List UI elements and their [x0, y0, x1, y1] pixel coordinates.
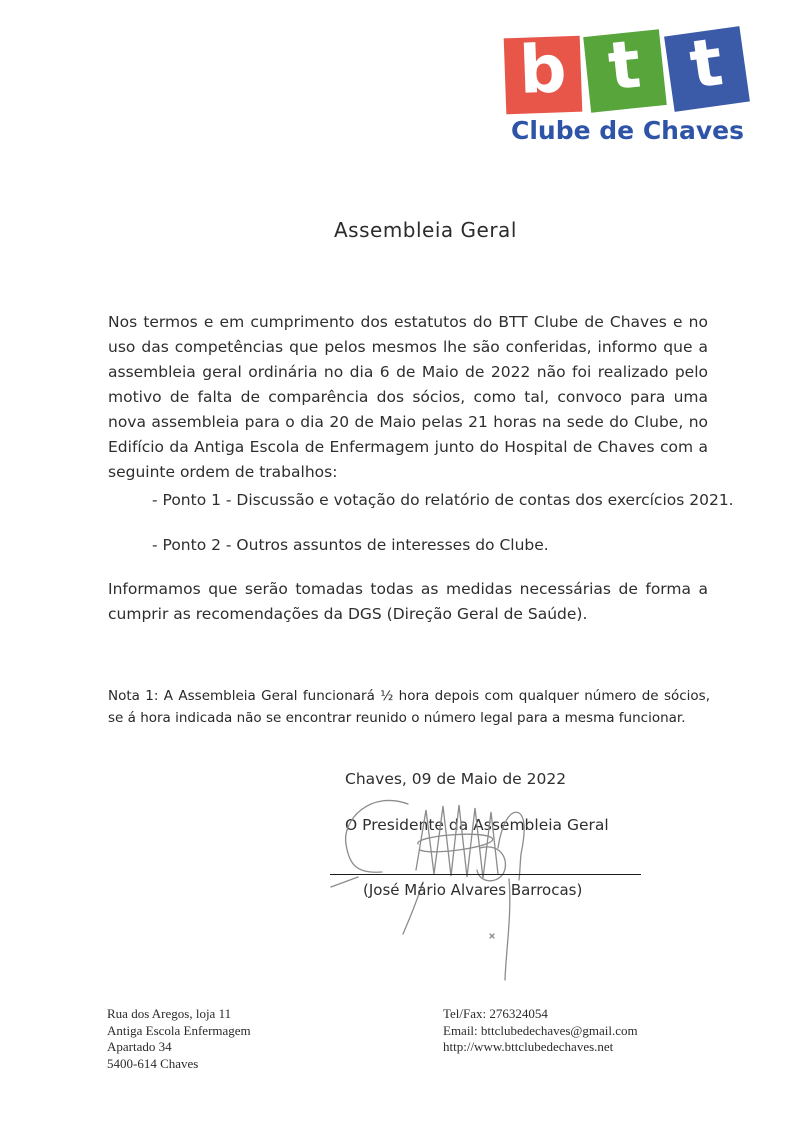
contact-line-website: http://www.bttclubedechaves.net: [443, 1039, 614, 1054]
body-paragraph-2: Informamos que serão tomadas todas as medidas necessárias de forma a cumprir as recomendações da DGS (Direção Geral de Saúde).: [108, 580, 708, 623]
contact-line-email: Email: bttclubedechaves@gmail.com: [443, 1022, 638, 1038]
body-paragraph-1: Nos termos e em cumprimento dos estatutos do BTT Clube de Chaves e no uso das competências que pelos mesmos lhe são conferidas, informo que a assembleia geral ordinária no dia 6 de Maio de 2022 não foi realizado pelo motivo de falta de comparência dos sócios, como tal, convoco para uma nova assembleia para o dia 20 de Maio pelas 21 horas na sede do Clube, no Edifício da Antiga Escola de Enfermagem junto do Hospital de Chaves com a seguinte ordem de trabalhos:: [108, 313, 708, 481]
page-title: Assembleia Geral: [334, 218, 517, 242]
signature-line: [330, 874, 641, 875]
footer-contact: [443, 1006, 638, 1056]
address-line: Apartado 34: [107, 1039, 172, 1054]
logo-square-b: [504, 30, 583, 115]
btt-logo: [505, 23, 750, 146]
signer-name: (José Mário Alvares Barrocas): [363, 881, 583, 899]
note-paragraph: Nota 1: A Assembleia Geral funcionará ½ hora depois com qualquer número de sócios, se á hora indicada não se encontrar reunido o número legal para a mesma funcionar.: [108, 688, 710, 726]
contact-line-telfax: Tel/Fax: 276324054: [443, 1006, 548, 1021]
agenda-item-2: - Ponto 2 - Outros assuntos de interesses do Clube.: [152, 536, 549, 554]
signer-title: O Presidente da Assembleia Geral: [345, 816, 609, 834]
address-line: Antiga Escola Enfermagem: [107, 1022, 251, 1038]
agenda-item-1: - Ponto 1 - Discussão e votação do relatório de contas dos exercícios 2021.: [152, 491, 734, 509]
footer-address: [107, 1006, 251, 1072]
logo-letter-t1: t: [604, 25, 645, 106]
logo-square-t1: [583, 25, 667, 113]
address-line: 5400-614 Chaves: [107, 1055, 199, 1071]
logo-letter-b: b: [517, 30, 568, 109]
logo-square-t2: [664, 23, 750, 112]
logo-wordmark: Clube de Chaves: [511, 116, 744, 145]
logo-letter-t2: t: [685, 23, 728, 104]
dateline: Chaves, 09 de Maio de 2022: [345, 770, 567, 788]
address-line: Rua dos Aregos, loja 11: [107, 1006, 232, 1021]
